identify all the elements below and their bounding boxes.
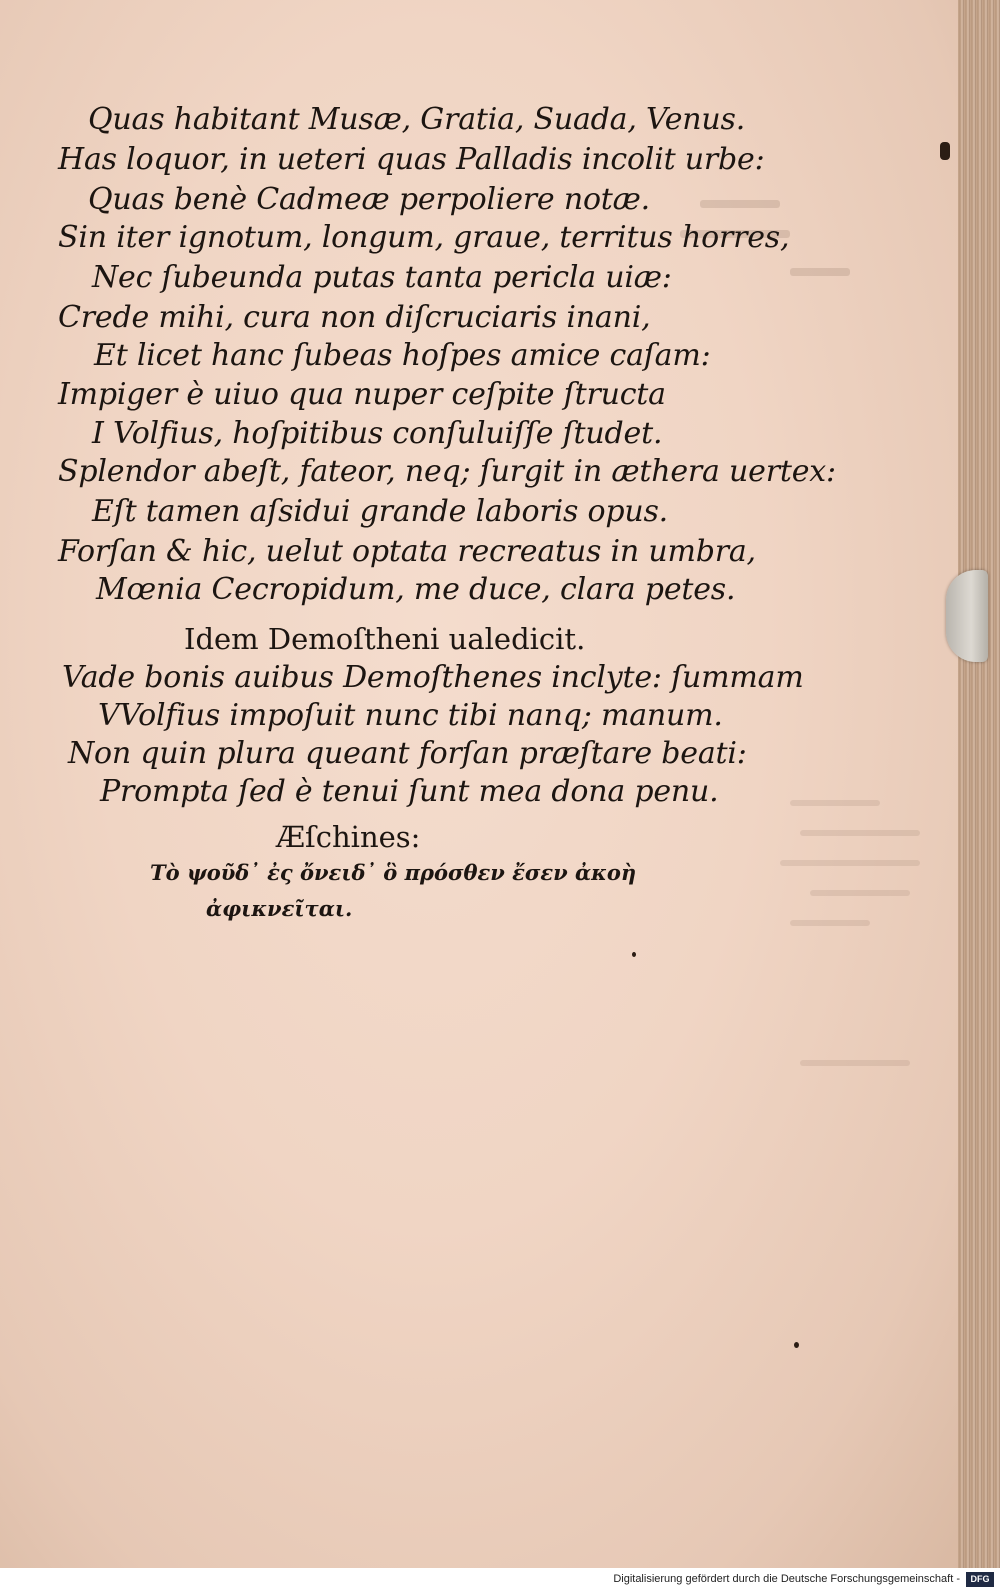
poem-line: VVolfius impoſuit nunc tibi nanq; manum.	[98, 698, 723, 733]
section-heading: Æſchines:	[276, 820, 421, 854]
poem-line: Eſt tamen aſsidui grande laboris opus.	[92, 494, 669, 529]
ink-speck	[794, 1342, 799, 1348]
footer-bar	[0, 1568, 1000, 1593]
footer-credit: Digitalisierung gefördert durch die Deutsche Forschungsgemeinschaft -	[613, 1573, 960, 1585]
poem-line: Impiger è uiuo qua nuper ceſpite ſtructa	[58, 377, 666, 412]
poem-line: Forſan & hic, uelut optata recreatus in umbra,	[58, 534, 756, 569]
poem-line: Sin iter ignotum, longum, graue, territus horres,	[58, 220, 790, 255]
ink-speck	[940, 142, 950, 160]
poem-line: Mœnia Cecropidum, me duce, clara petes.	[96, 572, 736, 607]
poem-line: Has loquor, in ueteri quas Palladis incolit urbe:	[58, 142, 765, 177]
poem-line: Nec ſubeunda putas tanta pericla uiæ:	[92, 260, 672, 295]
bookmark-tab	[946, 570, 988, 662]
poem-line: Crede mihi, cura non diſcruciaris inani,	[58, 300, 651, 335]
poem-line: Vade bonis auibus Demoſthenes inclyte: ſummam	[62, 660, 804, 695]
greek-line: ἀφικνεῖται.	[206, 896, 353, 921]
poem-line: Non quin plura queant forſan præſtare beati:	[68, 736, 747, 771]
ink-speck	[632, 952, 636, 957]
poem-line: I Volfius, hoſpitibus conſuluiſſe ſtudet.	[92, 416, 663, 451]
greek-line: Τὸ ψοῦδ᾽ ἐς ὄνειδ᾽ ὃ πρόσθεν ἔσεν ἀκοὴ	[150, 860, 637, 885]
poem-line: Splendor abeſt, fateor, neq; ſurgit in æthera uertex:	[58, 454, 836, 489]
section-heading: Idem Demoſtheni ualedicit.	[184, 622, 586, 656]
poem-line: Et licet hanc ſubeas hoſpes amice caſam:	[94, 338, 711, 373]
dfg-logo: DFG	[966, 1572, 994, 1587]
page-edges	[958, 0, 1000, 1568]
poem-line: Quas benè Cadmeæ perpoliere notæ.	[88, 182, 650, 217]
poem-line: Quas habitant Musæ, Gratia, Suada, Venus.	[88, 102, 746, 137]
poem-line: Prompta ſed è tenui ſunt mea dona penu.	[100, 774, 719, 809]
show-through-text-lower	[780, 790, 950, 1090]
